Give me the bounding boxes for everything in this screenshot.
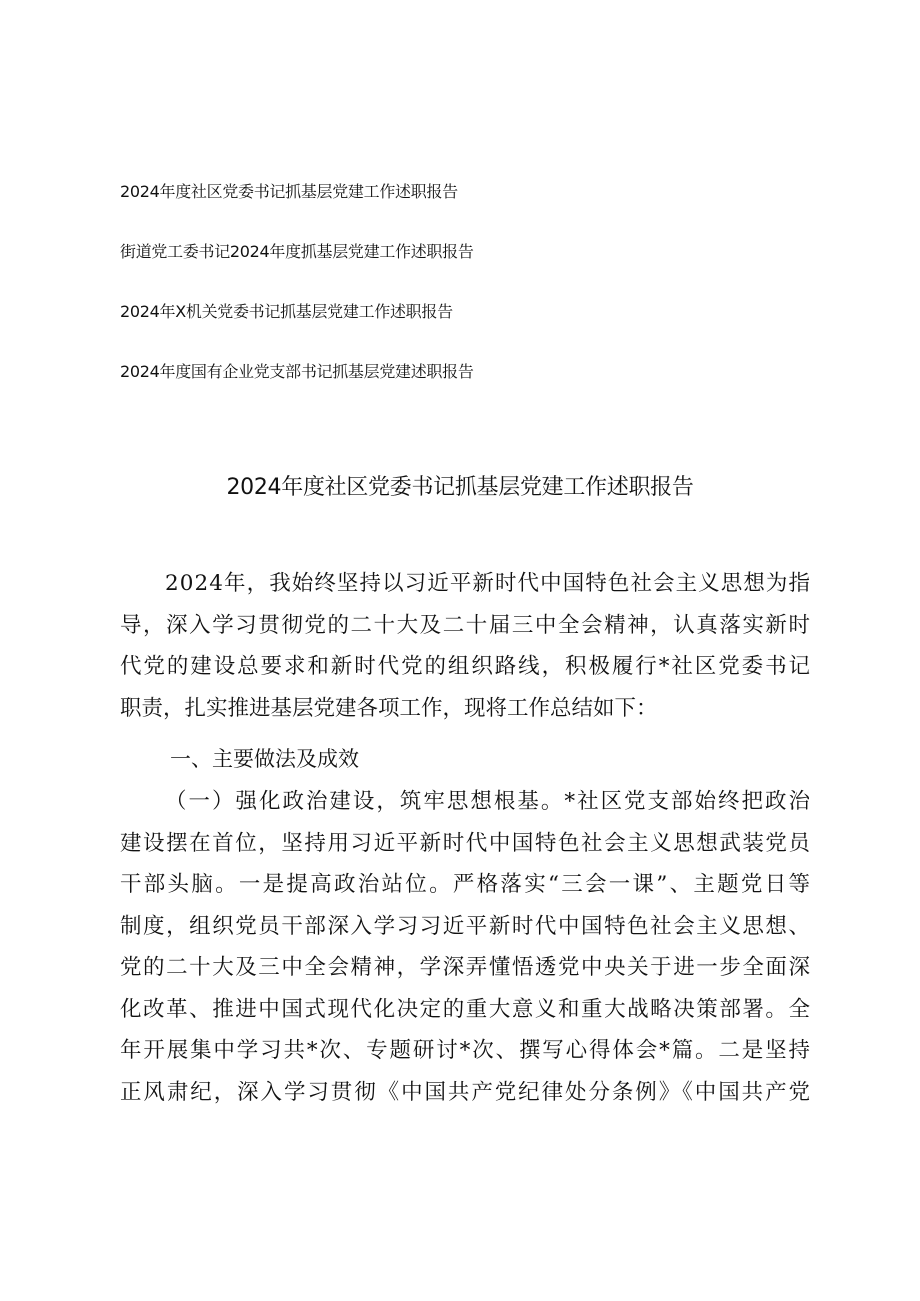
toc-item-2: 街道党工委书记2024年度抓基层党建工作述职报告 (120, 242, 474, 261)
paragraph-line: 代党的建设总要求和新时代党的组织路线，积极履行*社区党委书记 (120, 654, 812, 679)
paragraph-line: 干部头脑。一是提高政治站位。严格落实“三会一课”、主题党日等 (120, 872, 813, 897)
toc-item-1: 2024年度社区党委书记抓基层党建工作述职报告 (120, 182, 458, 201)
paragraph-line: 导，深入学习贯彻党的二十大及二十届三中全会精神，认真落实新时 (120, 612, 812, 638)
paragraph-line: 正风肃纪，深入学习贯彻《中国共产党纪律处分条例》《中国共产党 (120, 1079, 812, 1105)
document-title: 2024年度社区党委书记抓基层党建工作述职报告 (226, 475, 694, 500)
paragraph-line: 制度，组织党员干部深入学习习近平新时代中国特色社会主义思想、 (120, 913, 812, 939)
paragraph-line: 职责，扎实推进基层党建各项工作，现将工作总结如下： (120, 695, 658, 721)
paragraph-line: 化改革、推进中国式现代化决定的重大意义和重大战略决策部署。全 (120, 996, 812, 1022)
paragraph-line: 党的二十大及三中全会精神，学深弄懂悟透党中央关于进一步全面深 (120, 955, 812, 980)
paragraph-line: 年开展集中学习共*次、专题研讨*次、撰写心得体会*篇。二是坚持 (120, 1038, 812, 1063)
section-heading: 一、主要做法及成效 (170, 747, 359, 771)
paragraph-line: （一）强化政治建设，筑牢思想根基。*社区党支部始终把政治 (165, 789, 812, 814)
paragraph-line: 2024年，我始终坚持以习近平新时代中国特色社会主义思想为指 (165, 571, 812, 596)
section-paragraph (120, 781, 813, 1113)
toc-item-3: 2024年X机关党委书记抓基层党建工作述职报告 (120, 302, 453, 321)
toc-item-4: 2024年度国有企业党支部书记抓基层党建述职报告 (120, 362, 474, 381)
table-of-contents (120, 180, 474, 420)
intro-paragraph (120, 563, 810, 729)
paragraph-line: 建设摆在首位，坚持用习近平新时代中国特色社会主义思想武装党员 (120, 830, 812, 856)
